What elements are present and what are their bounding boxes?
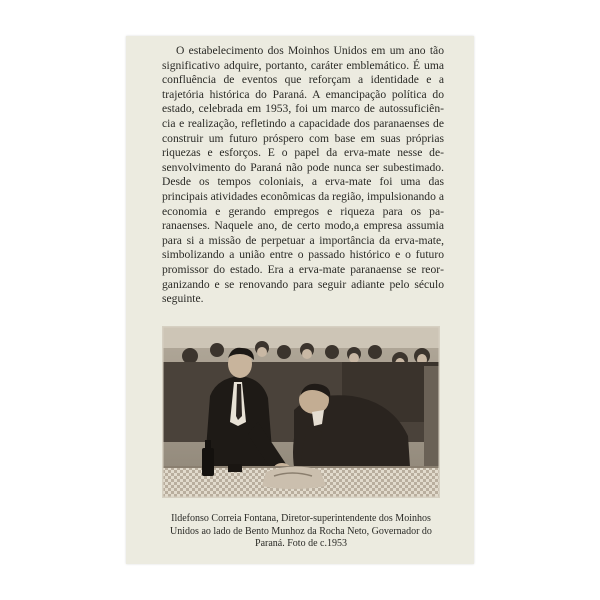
photo-illustration: [162, 326, 440, 498]
historical-photo: [162, 326, 440, 498]
book-page: [126, 36, 474, 564]
photo-caption: Ildefonso Correia Fontana, Diretor-superintendente dos Moinhos Unidos ao lado de Bento Munhoz da Rocha Neto, Governador do Paraná. Foto de c.1953: [170, 513, 432, 550]
body-paragraph: O estabelecimento dos Moinhos Unidos em um ano tão significativo adquire, portanto, caráter emblemático. É uma confluência de eventos que reforçam a identidade e a trajetória histórica do Paraná. A emancipação política do estado, celebrada em 1953, foi um marco de autossuficiência e realização, refletindo a capacidade dos paranaenses de construir um futuro próspero com base em suas próprias riquezas e esforços. E o papel da erva-mate nesse desenvolvimento do Paraná não pode nunca ser subestimado. Desde os tempos coloniais, a erva-mate foi uma das principais atividades econômicas da região, impulsionando a economia e gerando empregos e riqueza para os paranaenses. Naquele ano, de certo modo,a empresa assumia para si a missão de perpetuar a importância da erva-mate, simbolizando a união entre o passado histórico e o futuro promissor do estado. Era a erva-mate paranaense se reorganizando e se renovando para seguir adiante pelo século seguinte.: [162, 44, 444, 306]
